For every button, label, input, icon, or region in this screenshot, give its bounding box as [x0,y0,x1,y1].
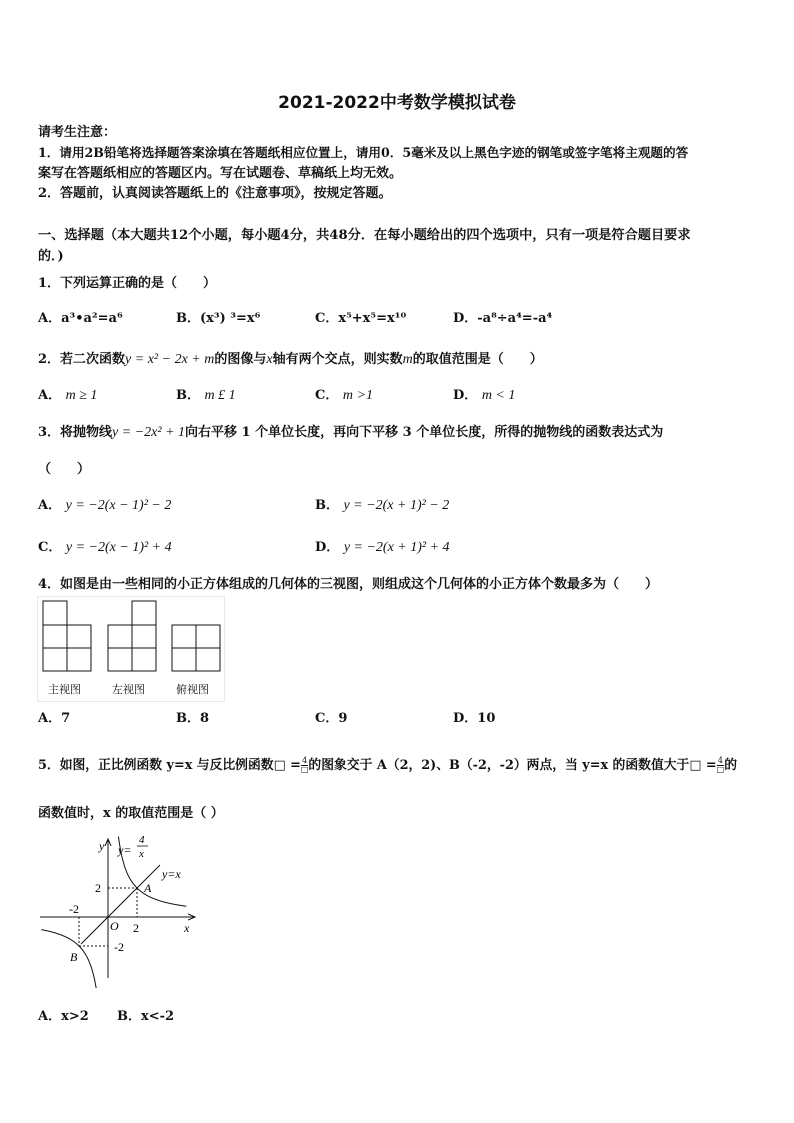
section-heading-line-2: 的．) [38,249,64,264]
curve-label-denominator: x [139,848,144,860]
q2-option-b-value: m £ 1 [204,388,236,403]
page-title: 2021-2022中考数学模拟试卷 [278,93,516,113]
q2-expression: y = x² − 2x + m [125,352,215,367]
point-a-label: A [144,881,152,895]
q5-stem-line-2: 函数值时，x 的取值范围是（ ） [38,806,224,821]
front-view-square [67,648,91,671]
q2-option-b-label: B． [176,388,200,403]
q3-option-d-label: D． [315,540,340,555]
q5-option-a: A．x>2 [38,1009,89,1024]
q2-stem [38,348,543,368]
q1-option-c: C．x⁵+x⁵=x¹⁰ [315,311,407,326]
q3-option-b-value: y = −2(x + 1)² − 2 [343,498,450,513]
q1-stem: 1．下列运算正确的是（ ） [38,276,217,291]
q2-option-d-value: m < 1 [481,388,516,403]
top-view-square [196,648,220,671]
section-heading-line-1: 一、选择题（本大题共12个小题，每小题4分，共48分．在每小题给出的四个选项中，只有一项是符合题目要求 [38,228,691,243]
q1-option-a: A．a³•a²=a⁶ [38,311,123,326]
q5-stem-post: 的 [724,758,737,773]
q4-stem: 4．如图是由一些相同的小正方体组成的几何体的三视图，则组成这个几何体的小正方体个数最多为（ ） [38,577,659,592]
left-view-square [108,648,132,671]
left-view-square [108,625,132,648]
q5-stem-mid: 的图象交于 A（2，2)、B（-2，-2）两点，当 y=x 的函数值大于 [308,758,690,773]
q5-fraction-2-numerator: 4 [717,756,723,765]
q4-option-a: A．7 [38,711,71,726]
q3-option-a [38,494,171,514]
q5-function-2: □ = [689,758,717,773]
x-axis-label: x [184,921,190,935]
top-view-square [172,648,196,671]
tick-positive-x: 2 [133,921,139,935]
notice-heading: 请考生注意： [38,125,117,140]
function-graph-drawing [36,828,206,988]
q5-function-1: □ = [273,758,301,773]
q3-option-c-label: C． [38,540,62,555]
q2-stem-mid2: 轴有两个交点，则实数 [272,352,403,367]
q1-option-d: D．-a⁸÷a⁴=-a⁴ [453,311,553,326]
q3-option-b-label: B． [315,498,339,513]
left-view-square [132,648,156,671]
q3-stem [38,421,663,441]
q2-option-d-label: D． [453,388,478,403]
front-view-square [43,625,67,648]
q4-option-c: C．9 [315,711,348,726]
front-view-square [43,648,67,671]
q4-option-b: B．8 [176,711,210,726]
q3-option-d-value: y = −2(x + 1)² + 4 [343,540,450,555]
curve-label-numerator: 4 [139,834,145,846]
q2-stem-post: 的取值范围是（ ） [412,352,543,367]
left-view-top-square [132,601,156,625]
q5-fraction-2-denominator: □ [716,765,725,774]
q2-option-c-value: m >1 [342,388,373,403]
q3-stem-post: 向右平移 1 个单位长度，再向下平移 3 个单位长度，所得的抛物线的函数表达式为 [185,425,664,440]
top-view-caption: 俯视图 [176,683,209,696]
q5-fraction-1-numerator: 4 [302,756,308,765]
q3-expression: y = −2x² + 1 [112,425,186,440]
q2-m-variable: m [402,352,413,367]
q2-option-b [176,384,236,404]
function-graph [36,828,206,988]
q2-option-c-label: C． [315,388,339,403]
line-y-equals-x [81,865,160,944]
y-axis-label: y [99,839,105,853]
notice-line-2: 2．答题前，认真阅读答题纸上的《注意事项》，按规定答题。 [38,186,392,201]
q3-option-b [315,494,449,514]
tick-negative-y: -2 [114,940,124,954]
notice-line-1a: 1．请用2B铅笔将选择题答案涂填在答题纸相应位置上，请用0．5毫米及以上黑色字迹的钢笔或签字笔将主观题的答 [38,145,689,160]
three-views-figure [37,596,225,702]
q5-stem-pre: 5．如图，正比例函数 y=x 与反比例函数 [38,758,274,773]
top-view-square [172,625,196,648]
front-view-square [67,625,91,648]
q3-option-a-value: y = −2(x − 1)² − 2 [65,498,172,513]
q2-option-a [38,384,97,404]
q3-option-c [38,536,172,556]
front-view-caption: 主视图 [48,683,81,696]
q5-fraction-1-denominator: □ [300,765,309,774]
q3-option-a-label: A． [38,498,62,513]
q2-option-a-label: A． [38,388,62,403]
q3-option-d [315,536,450,556]
line-label: y=x [162,867,181,881]
q2-option-a-value: m ≥ 1 [65,388,98,403]
front-view-top-square [43,601,67,625]
q3-answer-paren: （ ） [38,462,91,477]
top-view-square [196,625,220,648]
q2-option-d [453,384,515,404]
tick-positive-y: 2 [95,881,101,895]
point-b-label: B [70,950,78,964]
q2-stem-mid: 的图像与 [214,352,267,367]
q1-option-b: B．(x³) ³=x⁶ [176,311,261,326]
notice-line-1b: 案写在答题纸相应的答题区内。写在试题卷、草稿纸上均无效。 [38,166,403,181]
q3-option-c-value: y = −2(x − 1)² + 4 [65,540,172,555]
q2-stem-pre: 2．若二次函数 [38,352,126,367]
curve-label: y= [118,843,132,857]
left-view-caption: 左视图 [112,683,145,696]
left-view-square [132,625,156,648]
q4-option-d: D．10 [453,711,496,726]
q2-option-c [315,384,373,404]
q2-x-variable: x [266,352,273,367]
q5-option-b: B．x<-2 [117,1009,175,1024]
q5-stem-line-1 [38,754,737,774]
origin-label: O [110,919,119,933]
q3-stem-pre: 3．将抛物线 [38,425,113,440]
tick-negative-x: -2 [69,902,79,916]
